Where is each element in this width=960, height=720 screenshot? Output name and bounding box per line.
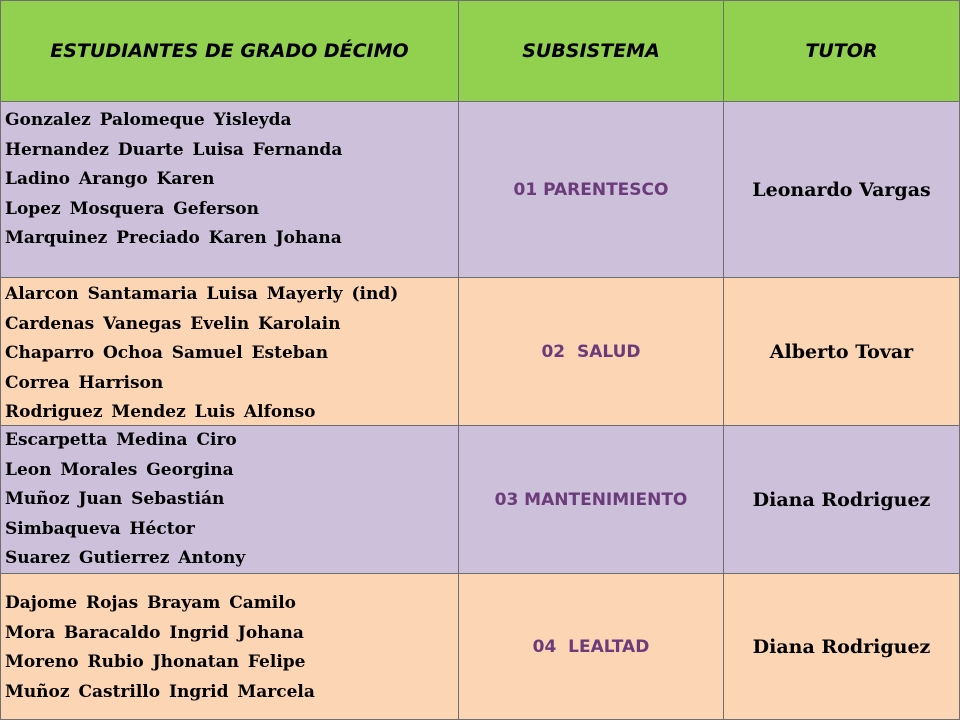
list-item: Hernandez Duarte Luisa Fernanda: [5, 139, 343, 160]
header-students: [0, 0, 459, 102]
list-item: Muñoz Juan Sebastián: [5, 489, 225, 509]
list-item: Chaparro Ochoa Samuel Esteban: [5, 343, 329, 363]
list-item: Dajome Rojas Brayam Camilo: [5, 593, 297, 613]
header-tutor: [724, 0, 960, 102]
subsystem-label: 02 SALUD: [541, 341, 641, 362]
table-row-subsystem: [459, 426, 724, 574]
table-row-tutor: [724, 102, 960, 278]
list-item: Correa Harrison: [5, 372, 164, 393]
subsystem-label: 03 MANTENIMIENTO: [494, 489, 688, 510]
list-item: Mora Baracaldo Ingrid Johana: [5, 622, 304, 643]
list-item: Gonzalez Palomeque Yisleyda: [5, 110, 292, 130]
tutor-label: Alberto Tovar: [769, 340, 914, 363]
subsystem-label: 04 LEALTAD: [532, 636, 650, 657]
list-item: Rodriguez Mendez Luis Alfonso: [5, 402, 316, 422]
list-item: Moreno Rubio Jhonatan Felipe: [5, 652, 306, 672]
list-item: Leon Morales Georgina: [5, 459, 234, 480]
table-row-students: [0, 426, 459, 574]
header-subsystem: [459, 0, 724, 102]
list-item: Muñoz Castrillo Ingrid Marcela: [5, 681, 315, 702]
table-row-subsystem: [459, 574, 724, 720]
tutor-label: Diana Rodriguez: [752, 635, 931, 658]
list-item: Simbaqueva Héctor: [5, 518, 195, 539]
list-item: Suarez Gutierrez Antony: [5, 548, 246, 568]
subsystem-label: 01 PARENTESCO: [513, 179, 669, 200]
header-tutor-label: TUTOR: [805, 40, 878, 62]
list-item: Ladino Arango Karen: [5, 169, 215, 189]
table-row-subsystem: [459, 278, 724, 426]
header-students-label: ESTUDIANTES DE GRADO DÉCIMO: [50, 40, 409, 62]
list-item: Lopez Mosquera Geferson: [5, 198, 259, 219]
tutor-label: Diana Rodriguez: [752, 488, 931, 511]
table-row-students: [0, 102, 459, 278]
tutor-label: Leonardo Vargas: [752, 178, 931, 201]
table-row-tutor: [724, 278, 960, 426]
header-subsystem-label: SUBSISTEMA: [522, 40, 660, 62]
list-item: Alarcon Santamaria Luisa Mayerly (ind): [5, 284, 399, 304]
table-row-tutor: [724, 426, 960, 574]
table-row-students: [0, 278, 459, 426]
list-item: Cardenas Vanegas Evelin Karolain: [5, 313, 341, 334]
list-item: Escarpetta Medina Ciro: [5, 430, 237, 450]
table-row-tutor: [724, 574, 960, 720]
list-item: Marquinez Preciado Karen Johana: [5, 228, 342, 248]
table-row-students: [0, 574, 459, 720]
table-row-subsystem: [459, 102, 724, 278]
